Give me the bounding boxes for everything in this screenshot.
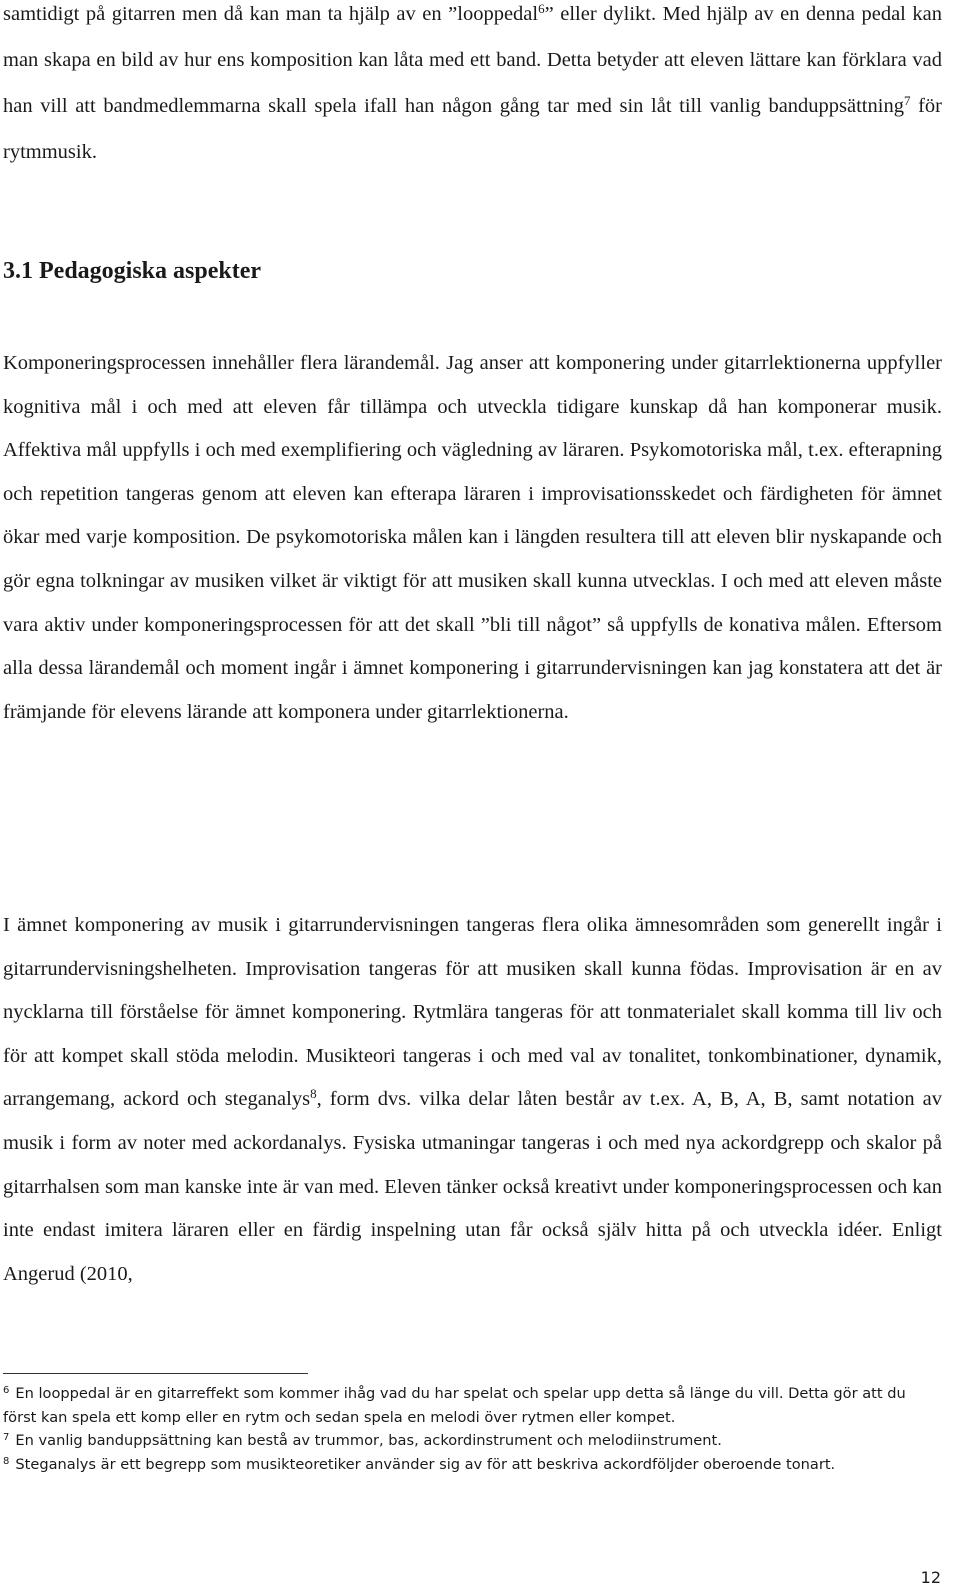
footnote-reference-6[interactable]: 6 — [538, 0, 545, 16]
footnote-separator — [3, 1373, 308, 1374]
footnote-reference-8[interactable]: 8 — [310, 1086, 317, 1102]
footnote-number: 7 — [3, 1432, 10, 1443]
footnote-text: Steganalys är ett begrepp som musikteoretiker använder sig av för att beskriva ackordföljder oberoende tonart. — [15, 1455, 836, 1473]
footnotes — [3, 1382, 943, 1476]
footnote-7 — [3, 1429, 943, 1453]
footnote-text: En looppedal är en gitarreffekt som kommer ihåg vad du har spelat och spelar upp detta så länge du vill. Detta gör att du först kan spela ett komp eller en rytm och sedan spela en melodi över rytmen eller kompet. — [3, 1385, 906, 1426]
footnote-text: En vanlig banduppsättning kan bestå av trummor, bas, ackordinstrument och melodiinstrument. — [15, 1432, 722, 1449]
footnote-number: 8 — [3, 1455, 10, 1467]
footnote-number: 6 — [3, 1385, 10, 1396]
paragraph-text: I ämnet komponering av musik i gitarrundervisningen tangeras flera olika ämnesområden som generellt ingår i gitarrundervisningshelheten. Improvisation tangeras för att musiken skall kunna födas. Improvisation är en av nycklarna till förståelse för ämnet komponering. Rytmlära tangeras för att tonmaterialet skall komma till liv och för att kompet skall stöda melodin. Musikteori tangeras i och med val av tonalitet, tonkombinationer, dynamik, arrangemang, ackord och steganalys — [3, 914, 942, 1111]
paragraph-continued — [3, 0, 942, 175]
footnote-reference-7[interactable]: 7 — [903, 92, 911, 108]
paragraph-subject-areas — [3, 904, 942, 1296]
paragraph-text: , form dvs. vilka delar låten består av t.ex. A, B, A, B, samt notation av musik i form av noter med ackordanalys. Fysiska utmaningar tangeras i och med nya ackordgrepp och skalor på gitarrhalsen som man kanske inte är van med. Eleven tänker också kreativt under komponeringsprocessen och kan inte endast imitera läraren eller en färdig inspelning utan får också själv hitta på och utveckla idéer. Enligt Angerud (2010, — [3, 1088, 942, 1285]
section-heading: 3.1 Pedagogiska aspekter — [3, 258, 261, 284]
paragraph-text: ” eller dylikt. Med hjälp av en denna pedal kan man skapa en bild av hur ens komposition kan låta med ett band. Detta betyder att eleven lättare kan förklara vad han vill att bandmedlemmarna skall spela ifall han någon gång tar med sin låt till vanlig banduppsättning — [3, 3, 942, 117]
footnote-8 — [3, 1453, 943, 1477]
page-number: 12 — [920, 1568, 941, 1587]
paragraph-text: för rytmmusik. — [3, 95, 942, 163]
paragraph-learning-goals: Komponeringsprocessen innehåller flera lärandemål. Jag anser att komponering under gitarrlektionerna uppfyller kognitiva mål i och med att eleven får tillämpa och utveckla tidigare kunskap då han komponerar musik. Affektiva mål uppfylls i och med exemplifiering och vägledning av läraren. Psykomotoriska mål, t.ex. efterapning och repetition tangeras genom att eleven kan efterapa läraren i improvisationsskedet och färdigheten för ämnet ökar med varje komposition. De psykomotoriska målen kan i längden resultera till att eleven blir nyskapande och gör egna tolkningar av musiken vilket är viktigt för att musiken skall kunna utvecklas. I och med att eleven måste vara aktiv under komponeringsprocessen för att det skall ”bli till något” så uppfylls de konativa målen. Eftersom alla dessa lärandemål och moment ingår i ämnet komponering i gitarrundervisningen kan jag konstatera att det är främjande för elevens lärande att komponera under gitarrlektionerna. — [3, 352, 942, 723]
paragraph-text: samtidigt på gitarren men då kan man ta hjälp av en ”looppedal — [3, 3, 539, 25]
footnote-6 — [3, 1382, 943, 1429]
